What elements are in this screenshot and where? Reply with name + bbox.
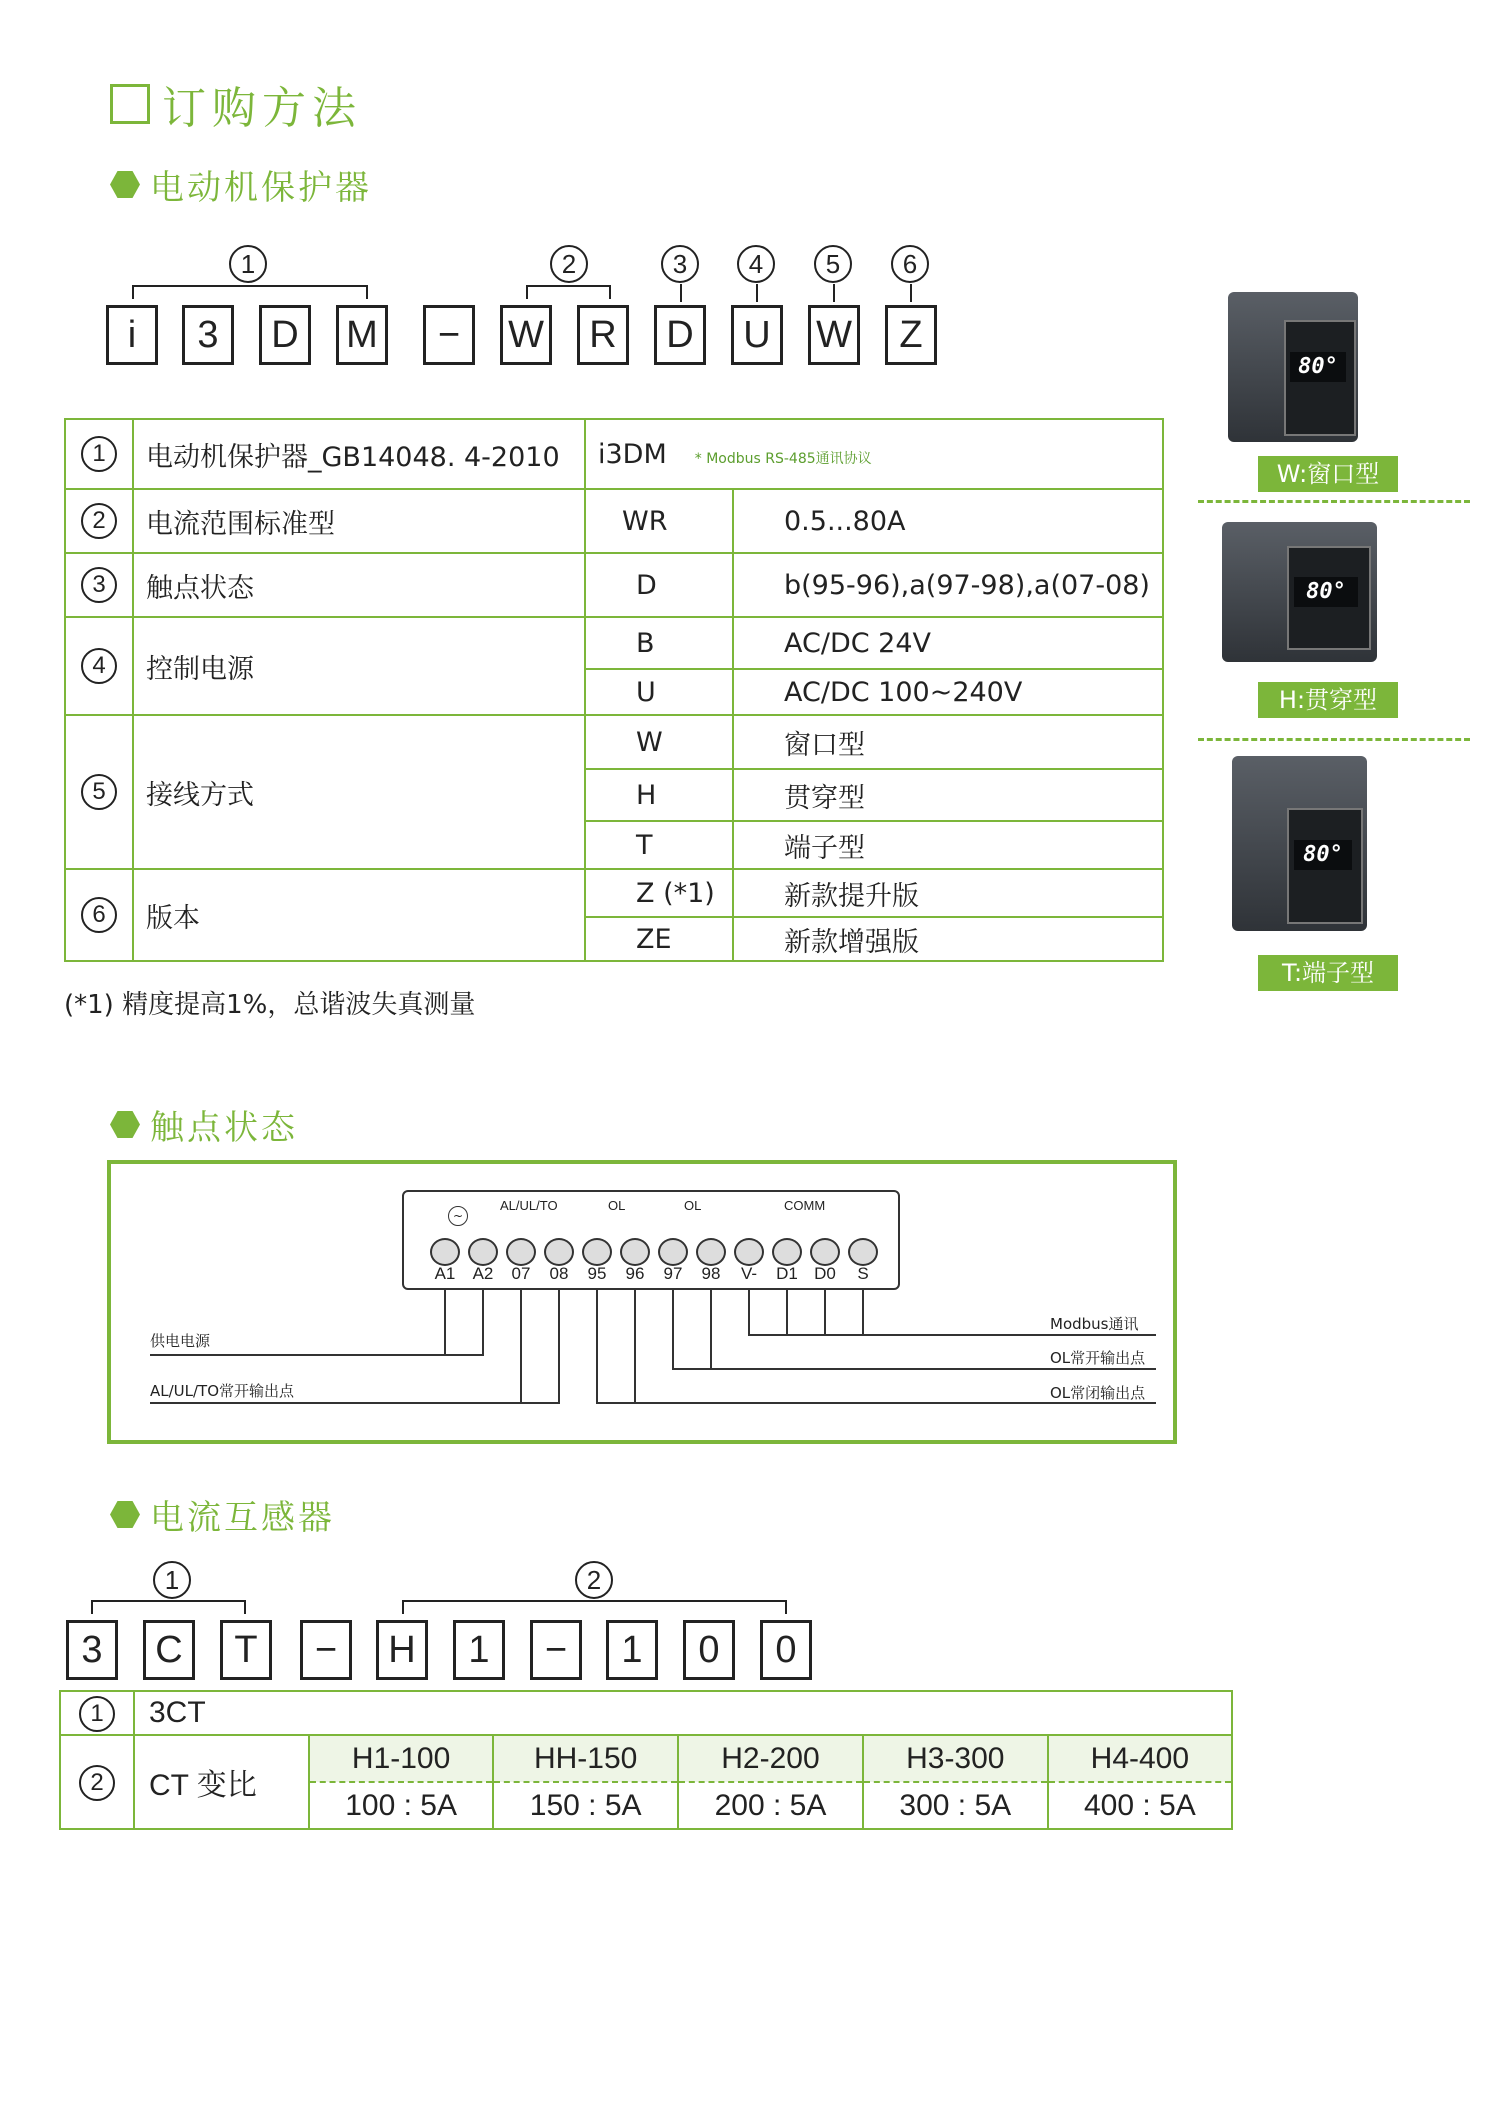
page-title-text: 订购方法 xyxy=(162,83,362,134)
row-name: 版本 xyxy=(133,869,585,961)
stem-5 xyxy=(833,284,835,302)
ct-model: HH-150 xyxy=(493,1736,678,1782)
bracket-1 xyxy=(91,1600,246,1614)
terminal-label: A2 xyxy=(472,1264,494,1283)
ct-ratio: 100 : 5A xyxy=(345,1788,457,1822)
terminal-screw-icon xyxy=(734,1238,764,1266)
terminal-screw-icon xyxy=(696,1238,726,1266)
wire xyxy=(672,1368,1156,1370)
row-code: WR xyxy=(585,489,733,553)
terminal-label: 97 xyxy=(663,1264,683,1283)
divider xyxy=(1198,500,1470,503)
wire xyxy=(150,1354,484,1356)
row-code: D xyxy=(585,553,733,617)
bracket-2 xyxy=(402,1600,787,1614)
wire xyxy=(672,1288,674,1368)
section-heading-text: 电流互感器 xyxy=(150,1498,335,1538)
wire xyxy=(482,1288,484,1354)
wire xyxy=(748,1334,1156,1336)
row-value: 0.5...80A xyxy=(733,489,1163,553)
ct-ratio-grid xyxy=(310,1736,1231,1828)
marker-1: 1 xyxy=(229,245,267,283)
row-value: 端子型 xyxy=(733,821,1163,869)
code-char: 3 xyxy=(182,305,234,365)
code-char: C xyxy=(143,1620,195,1680)
terminal-screw-icon xyxy=(430,1238,460,1266)
group-label: OL xyxy=(608,1198,626,1213)
terminal-screw-icon xyxy=(772,1238,802,1266)
ct-ratio: 300 : 5A xyxy=(863,1782,1048,1828)
ct-model: H1-100 xyxy=(310,1736,493,1782)
motor-selection-table xyxy=(64,418,1164,962)
modbus-note: * Modbus RS-485通讯协议 xyxy=(694,450,872,467)
code-char: D xyxy=(654,305,706,365)
product-display: 80° xyxy=(1290,352,1346,382)
code-char: H xyxy=(376,1620,428,1680)
terminal-label: 07 xyxy=(511,1264,531,1283)
wiring-label-alarm: AL/UL/TO常开输出点 xyxy=(150,1382,295,1400)
marker-1: 1 xyxy=(153,1561,191,1599)
group-label: AL/UL/TO xyxy=(500,1198,558,1213)
row-code: i3DM xyxy=(598,438,667,470)
product-label: W:窗口型 xyxy=(1258,456,1398,492)
row-code: H xyxy=(585,769,733,821)
code-char: − xyxy=(300,1620,352,1680)
code-char: 1 xyxy=(606,1620,658,1680)
ac-power-icon: ~ xyxy=(448,1206,468,1226)
table-row xyxy=(60,1735,1232,1829)
terminal-label: S xyxy=(857,1264,869,1283)
product-label: H:贯穿型 xyxy=(1258,682,1398,718)
row-code: W xyxy=(585,715,733,769)
hexagon-bullet-icon xyxy=(110,170,140,200)
row-value: 窗口型 xyxy=(733,715,1163,769)
row-code: T xyxy=(585,821,733,869)
terminal-screw-icon xyxy=(506,1238,536,1266)
terminal-label: D1 xyxy=(776,1264,798,1283)
table-row xyxy=(65,553,1163,617)
product-image xyxy=(1222,522,1377,662)
wire xyxy=(786,1288,788,1334)
bracket-1 xyxy=(132,285,368,299)
marker-4: 4 xyxy=(737,245,775,283)
terminal-label: 08 xyxy=(549,1264,569,1283)
terminal-label: D0 xyxy=(814,1264,836,1283)
wiring-label-power: 供电电源 xyxy=(150,1332,211,1350)
terminal-label: 98 xyxy=(701,1264,721,1283)
product-label: T:端子型 xyxy=(1258,955,1398,991)
row-name: 触点状态 xyxy=(133,553,585,617)
wiring-label-ol-nc: OL常闭输出点 xyxy=(1050,1384,1146,1402)
ct-ratio: 200 : 5A xyxy=(678,1782,863,1828)
code-char: Z xyxy=(885,305,937,365)
ct-ratio: 150 : 5A xyxy=(493,1782,678,1828)
row-number: 6 xyxy=(81,897,117,933)
stem-4 xyxy=(756,284,758,302)
code-char: T xyxy=(220,1620,272,1680)
wire xyxy=(520,1288,522,1402)
code-char: 1 xyxy=(453,1620,505,1680)
stem-6 xyxy=(910,284,912,302)
ct-ratio: 400 : 5A xyxy=(1048,1782,1231,1828)
terminal-screw-icon xyxy=(544,1238,574,1266)
code-char: M xyxy=(336,305,388,365)
product-display: 80° xyxy=(1294,577,1358,607)
row-number: 4 xyxy=(81,648,117,684)
table-row xyxy=(65,869,1163,917)
table-row xyxy=(65,617,1163,669)
terminal-label: 96 xyxy=(625,1264,645,1283)
terminal-screw-icon xyxy=(810,1238,840,1266)
row-number: 1 xyxy=(79,1696,115,1732)
ct-selection-table xyxy=(59,1690,1233,1830)
row-name: 3CT xyxy=(134,1691,1232,1735)
footnote: (*1) 精度提高1%，总谐波失真测量 xyxy=(64,990,476,1020)
terminal-label: 95 xyxy=(587,1264,607,1283)
wire xyxy=(824,1288,826,1334)
wire xyxy=(596,1402,1156,1404)
terminal-screw-icon xyxy=(848,1238,878,1266)
group-label: OL xyxy=(684,1198,702,1213)
terminal-screw-icon xyxy=(620,1238,650,1266)
row-value: AC/DC 100~240V xyxy=(733,669,1163,715)
table-row xyxy=(65,715,1163,769)
code-char: 0 xyxy=(683,1620,735,1680)
product-image xyxy=(1228,292,1358,442)
section-heading-text: 电动机保护器 xyxy=(150,168,372,208)
row-name: 电流范围标准型 xyxy=(133,489,585,553)
hexagon-bullet-icon xyxy=(110,1110,140,1140)
terminal-block xyxy=(402,1190,900,1290)
code-char: R xyxy=(577,305,629,365)
section-heading-ct xyxy=(110,1490,335,1539)
terminal-label: A1 xyxy=(434,1264,456,1283)
row-number: 2 xyxy=(79,1765,115,1801)
code-char: D xyxy=(259,305,311,365)
code-char: 3 xyxy=(66,1620,118,1680)
wire xyxy=(634,1288,636,1402)
code-char: W xyxy=(500,305,552,365)
marker-2: 2 xyxy=(550,245,588,283)
marker-5: 5 xyxy=(814,245,852,283)
section-heading-motor xyxy=(110,160,372,209)
row-number: 3 xyxy=(81,567,117,603)
wiring-label-modbus: Modbus通讯 xyxy=(1050,1315,1139,1333)
product-image xyxy=(1232,756,1367,931)
terminal-screw-icon xyxy=(582,1238,612,1266)
row-value: 贯穿型 xyxy=(733,769,1163,821)
terminal-label: V- xyxy=(740,1264,758,1283)
group-label: COMM xyxy=(784,1198,826,1213)
ct-model: H4-400 xyxy=(1048,1736,1231,1782)
row-name: 接线方式 xyxy=(133,715,585,869)
row-code-cell xyxy=(585,419,1163,489)
row-number: 1 xyxy=(81,436,117,472)
marker-2: 2 xyxy=(575,1561,613,1599)
wire xyxy=(596,1288,598,1402)
wire xyxy=(710,1288,712,1368)
row-value: b(95-96),a(97-98),a(07-08) xyxy=(733,553,1163,617)
marker-6: 6 xyxy=(891,245,929,283)
wire xyxy=(862,1288,864,1334)
row-code: Z (*1) xyxy=(585,869,733,917)
wire xyxy=(444,1288,446,1354)
row-name: 控制电源 xyxy=(133,617,585,715)
wire xyxy=(748,1288,750,1334)
terminal-screw-icon xyxy=(658,1238,688,1266)
row-value: 新款增强版 xyxy=(733,917,1163,961)
row-value: AC/DC 24V xyxy=(733,617,1163,669)
row-number: 2 xyxy=(81,503,117,539)
code-char: 0 xyxy=(760,1620,812,1680)
code-char: W xyxy=(808,305,860,365)
row-code: ZE xyxy=(585,917,733,961)
hexagon-bullet-icon xyxy=(110,1500,140,1530)
ct-model: H3-300 xyxy=(863,1736,1048,1782)
table-row xyxy=(60,1691,1232,1735)
row-name: CT 变比 xyxy=(134,1735,309,1829)
code-char: − xyxy=(530,1620,582,1680)
code-char: − xyxy=(423,305,475,365)
row-name: 电动机保护器_GB14048. 4-2010 xyxy=(133,419,585,489)
title-square-icon xyxy=(110,84,150,124)
table-row xyxy=(65,489,1163,553)
divider xyxy=(1198,738,1470,741)
code-char: i xyxy=(106,305,158,365)
bracket-2 xyxy=(526,285,611,299)
wiring-label-ol-no: OL常开输出点 xyxy=(1050,1349,1146,1367)
stem-3 xyxy=(680,284,682,302)
wire xyxy=(150,1402,560,1404)
section-heading-text: 触点状态 xyxy=(150,1108,298,1148)
section-heading-contact xyxy=(110,1100,298,1149)
code-char: U xyxy=(731,305,783,365)
row-code: U xyxy=(585,669,733,715)
row-number: 5 xyxy=(81,774,117,810)
terminal-screw-icon xyxy=(468,1238,498,1266)
table-row xyxy=(65,419,1163,489)
row-code: B xyxy=(585,617,733,669)
wire xyxy=(558,1288,560,1402)
row-value: 新款提升版 xyxy=(733,869,1163,917)
product-display: 80° xyxy=(1294,840,1352,870)
page-title xyxy=(110,78,362,134)
marker-3: 3 xyxy=(661,245,699,283)
ct-model: H2-200 xyxy=(678,1736,863,1782)
